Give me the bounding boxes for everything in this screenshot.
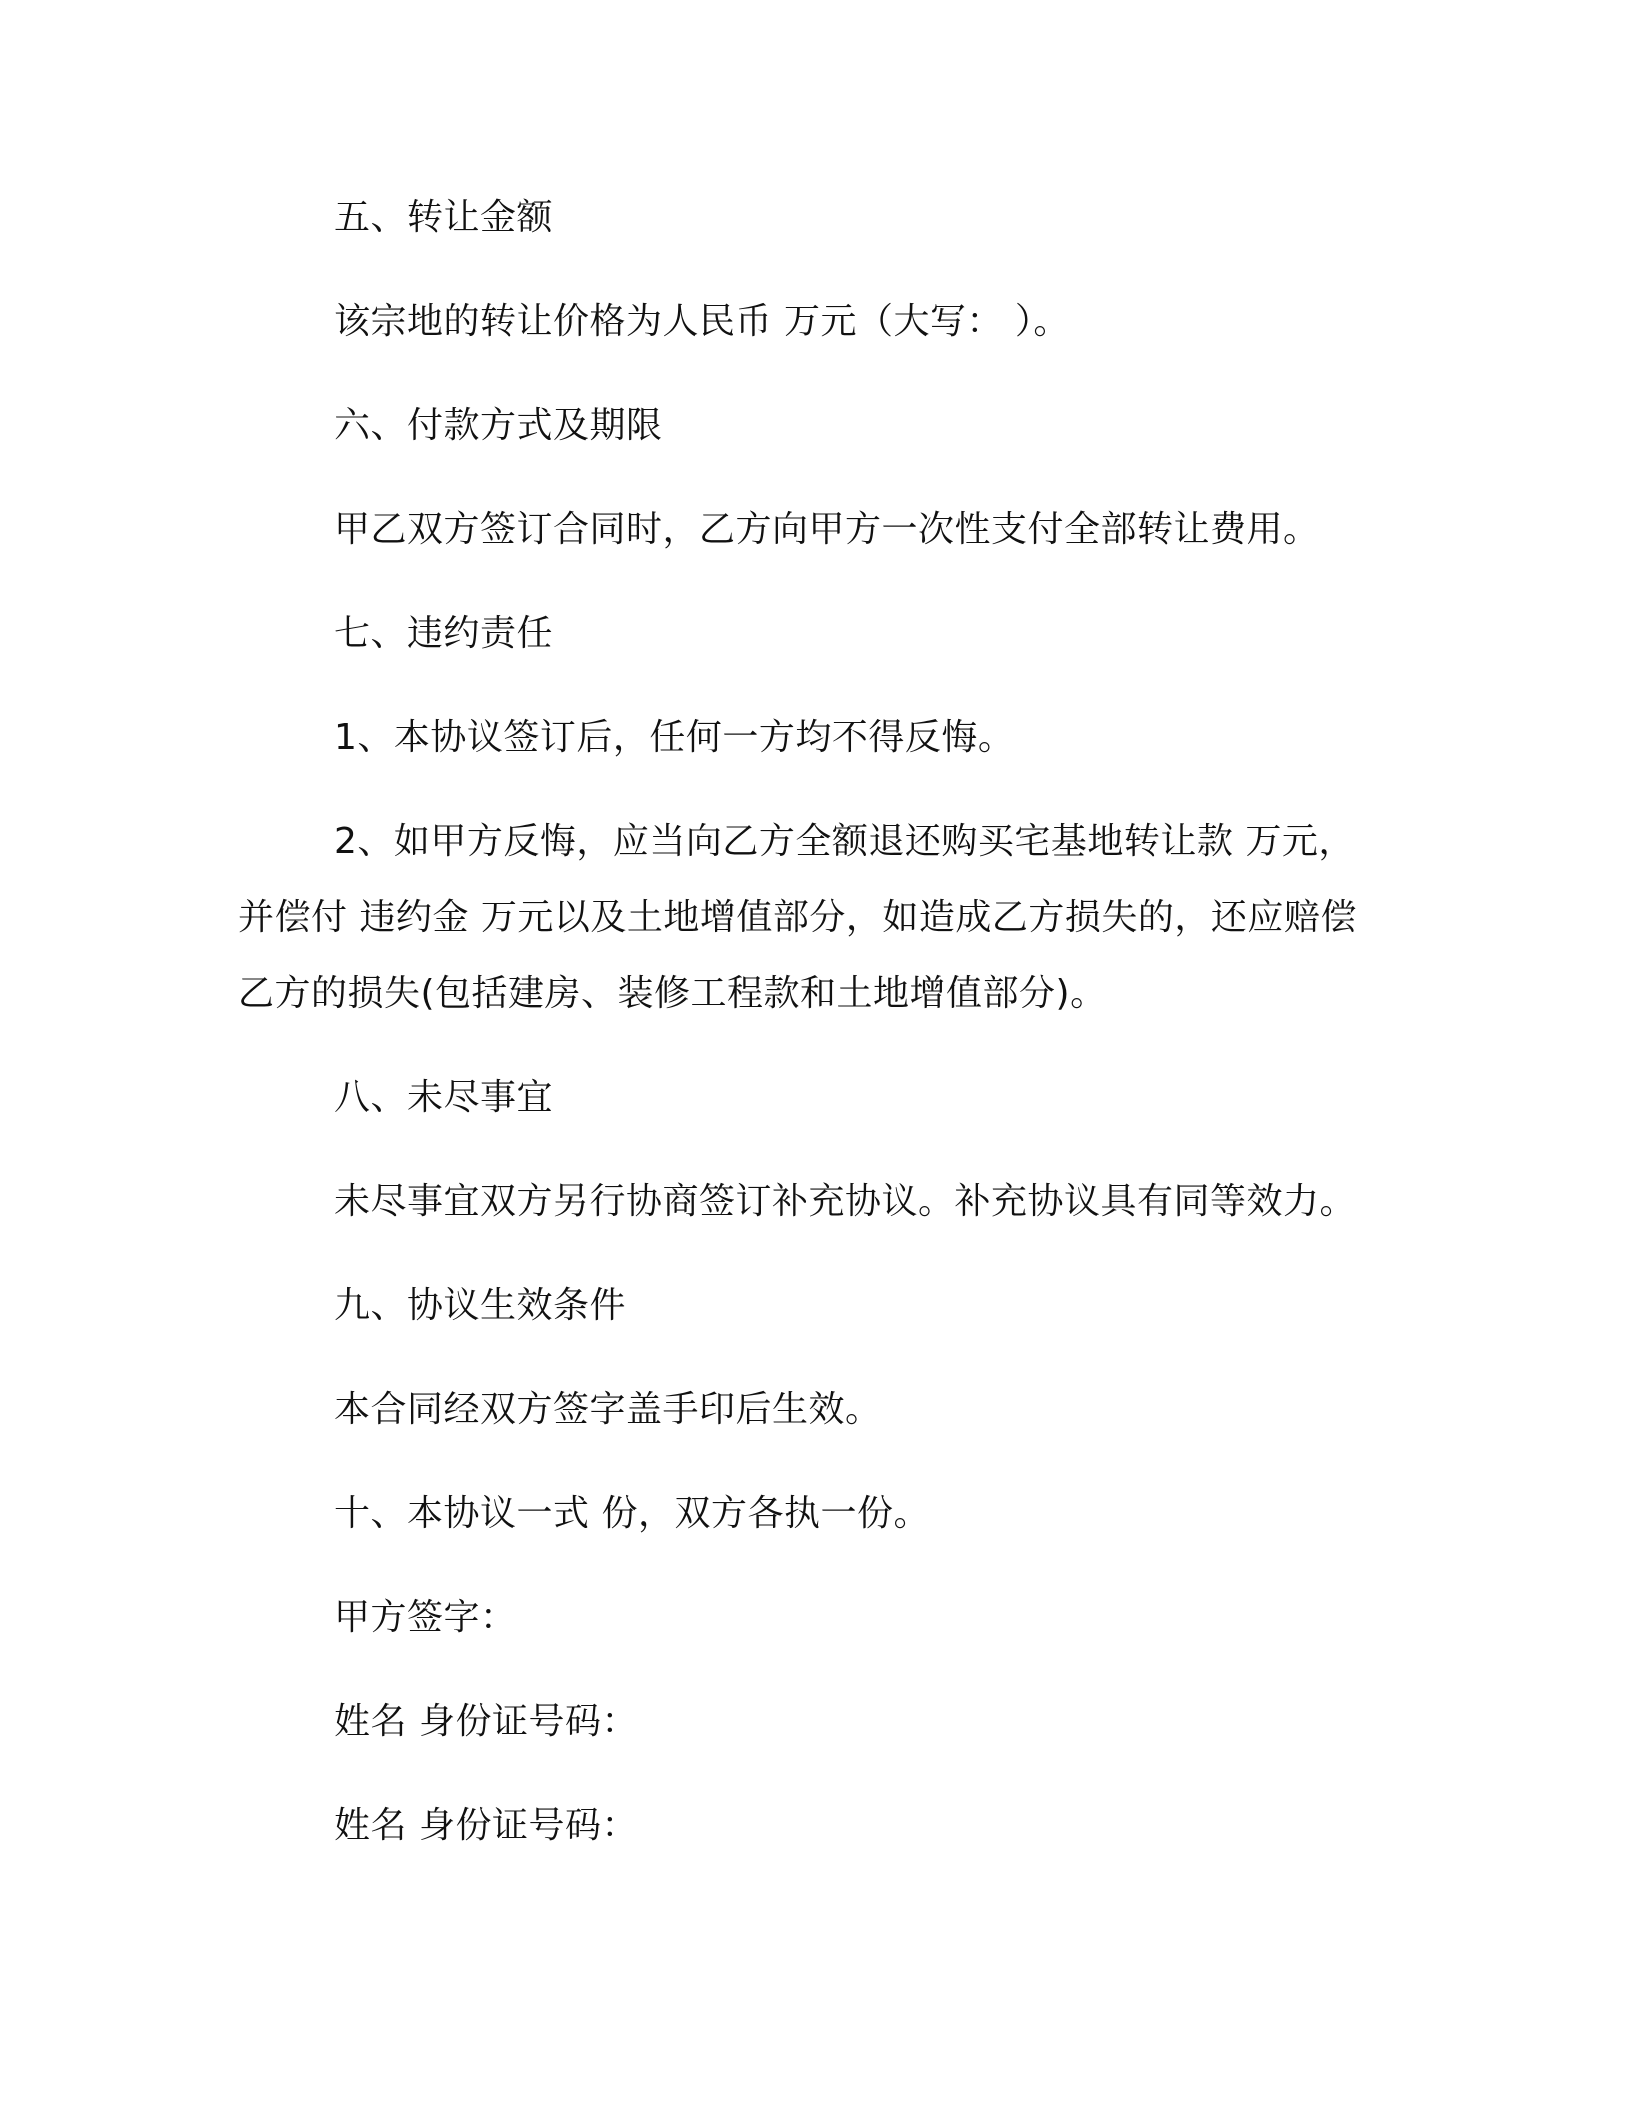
name-id-line-1: 姓名 身份证号码： <box>334 1701 638 1742</box>
section-7-item-2-line-2: 并偿付 违约金 万元以及土地增值部分，如造成乙方损失的，还应赔偿 <box>238 897 1357 938</box>
party-a-signature-label: 甲方签字： <box>334 1597 517 1638</box>
section-5-heading: 五、转让金额 <box>334 197 554 238</box>
section-7-item-1: 1、本协议签订后，任何一方均不得反悔。 <box>334 717 1015 758</box>
section-9-text: 本合同经双方签字盖手印后生效。 <box>334 1389 882 1430</box>
section-8-text: 未尽事宜双方另行协商签订补充协议。补充协议具有同等效力。 <box>334 1181 1357 1222</box>
section-5-text: 该宗地的转让价格为人民币 万元（大写： ）。 <box>334 301 1070 342</box>
section-9-heading: 九、协议生效条件 <box>334 1285 627 1326</box>
section-8-heading: 八、未尽事宜 <box>334 1077 554 1118</box>
section-10-text: 十、本协议一式 份，双方各执一份。 <box>334 1493 930 1534</box>
section-6-text: 甲乙双方签订合同时，乙方向甲方一次性支付全部转让费用。 <box>334 509 1320 550</box>
section-6-heading: 六、付款方式及期限 <box>334 405 663 446</box>
section-7-heading: 七、违约责任 <box>334 613 554 654</box>
name-id-line-2: 姓名 身份证号码： <box>334 1805 638 1846</box>
section-7-item-2-line-3: 乙方的损失(包括建房、装修工程款和土地增值部分)。 <box>238 973 1107 1014</box>
section-7-item-2-line-1: 2、如甲方反悔，应当向乙方全额退还购买宅基地转让款 万元， <box>334 821 1355 862</box>
